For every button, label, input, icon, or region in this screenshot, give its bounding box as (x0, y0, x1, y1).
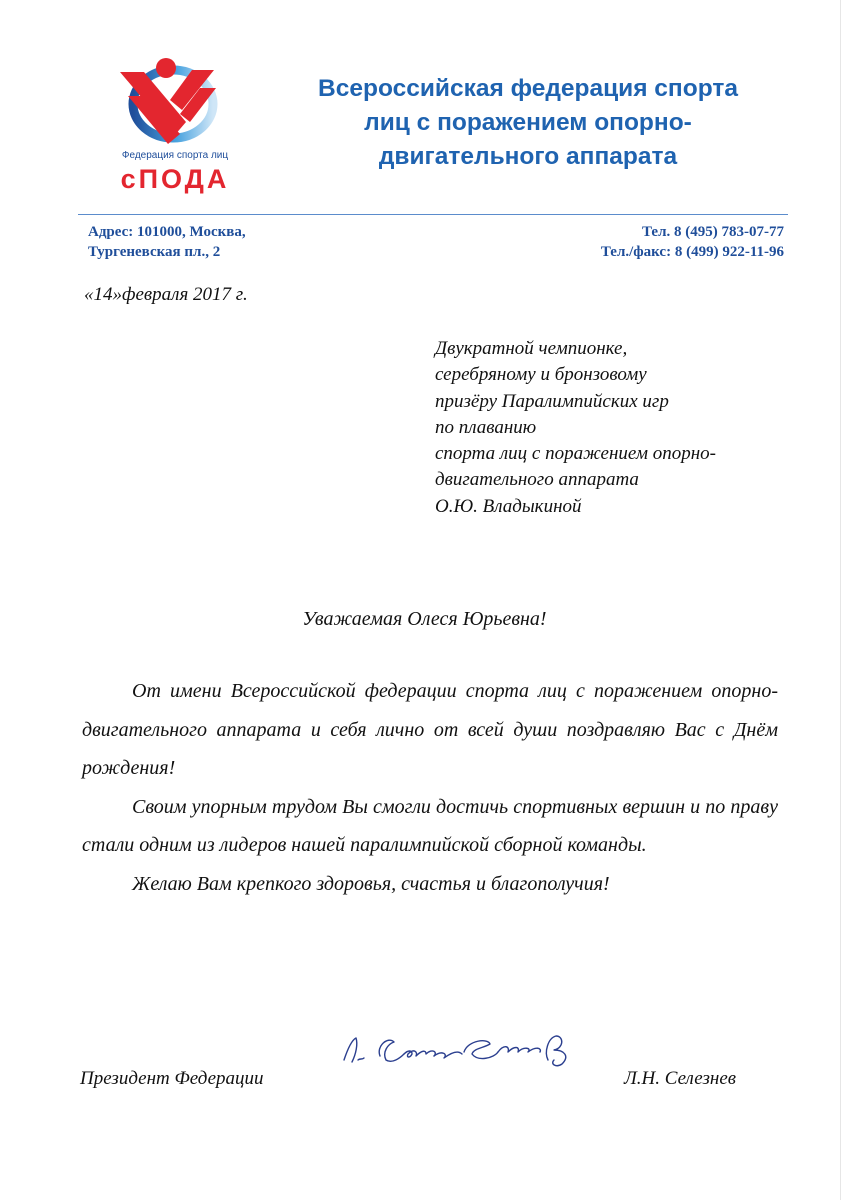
addressee-line: серебряному и бронзовому (435, 364, 647, 386)
letter-date: «14»февраля 2017 г. (84, 284, 248, 305)
address-block (88, 222, 246, 262)
salutation: Уважаемая Олеся Юрьевна! (302, 608, 547, 630)
phone-block (601, 222, 784, 262)
logo-caption: Федерация спорта лиц (121, 150, 229, 161)
phone-line: Тел. 8 (495) 783-07-77 (642, 224, 784, 240)
addressee-line: призёру Паралимпийских игр (435, 390, 669, 412)
signatory-role: Президент Федерации (80, 1068, 264, 1089)
addressee-block (435, 336, 716, 520)
addressee-name: О.Ю. Владыкиной (435, 495, 582, 517)
body-paragraph: Желаю Вам крепкого здоровья, счастья и благополучия! (132, 872, 610, 895)
letter-body (82, 672, 778, 903)
address-line: Тургеневская пл., 2 (88, 244, 221, 260)
fax-line: Тел./факс: 8 (499) 922-11-96 (600, 244, 784, 260)
logo-emblem-icon (100, 56, 250, 152)
addressee-line: Двукратной чемпионке, (435, 338, 628, 359)
handwritten-signature (338, 1030, 588, 1070)
body-paragraph: От имени Всероссийской федерации спорта лиц с поражением опорно-двигательного аппарата и себя лично от всей души поздравляю Вас с Днём рождения! (82, 680, 778, 779)
organization-title-line: двигательного аппарата (378, 143, 678, 170)
logo-wordmark: сПОДА (120, 164, 230, 194)
addressee-line: по плаванию (435, 416, 537, 438)
organization-title (268, 72, 788, 174)
organization-title-line: лиц с поражением опорно- (364, 109, 692, 136)
body-paragraph: Своим упорным трудом Вы смогли достичь спортивных вершин и по праву стали одним из лидеров нашей паралимпийской сборной команды. (82, 795, 778, 856)
address-line: Адрес: 101000, Москва, (88, 224, 246, 240)
page-edge-line (840, 0, 841, 1200)
federation-logo (100, 56, 250, 200)
header-divider (78, 214, 788, 215)
addressee-line: спорта лиц с поражением опорно- (435, 443, 716, 465)
organization-title-line: Всероссийская федерация спорта (318, 75, 738, 102)
signatory-name: Л.Н. Селезнев (623, 1068, 736, 1089)
addressee-line: двигательного аппарата (435, 469, 639, 491)
